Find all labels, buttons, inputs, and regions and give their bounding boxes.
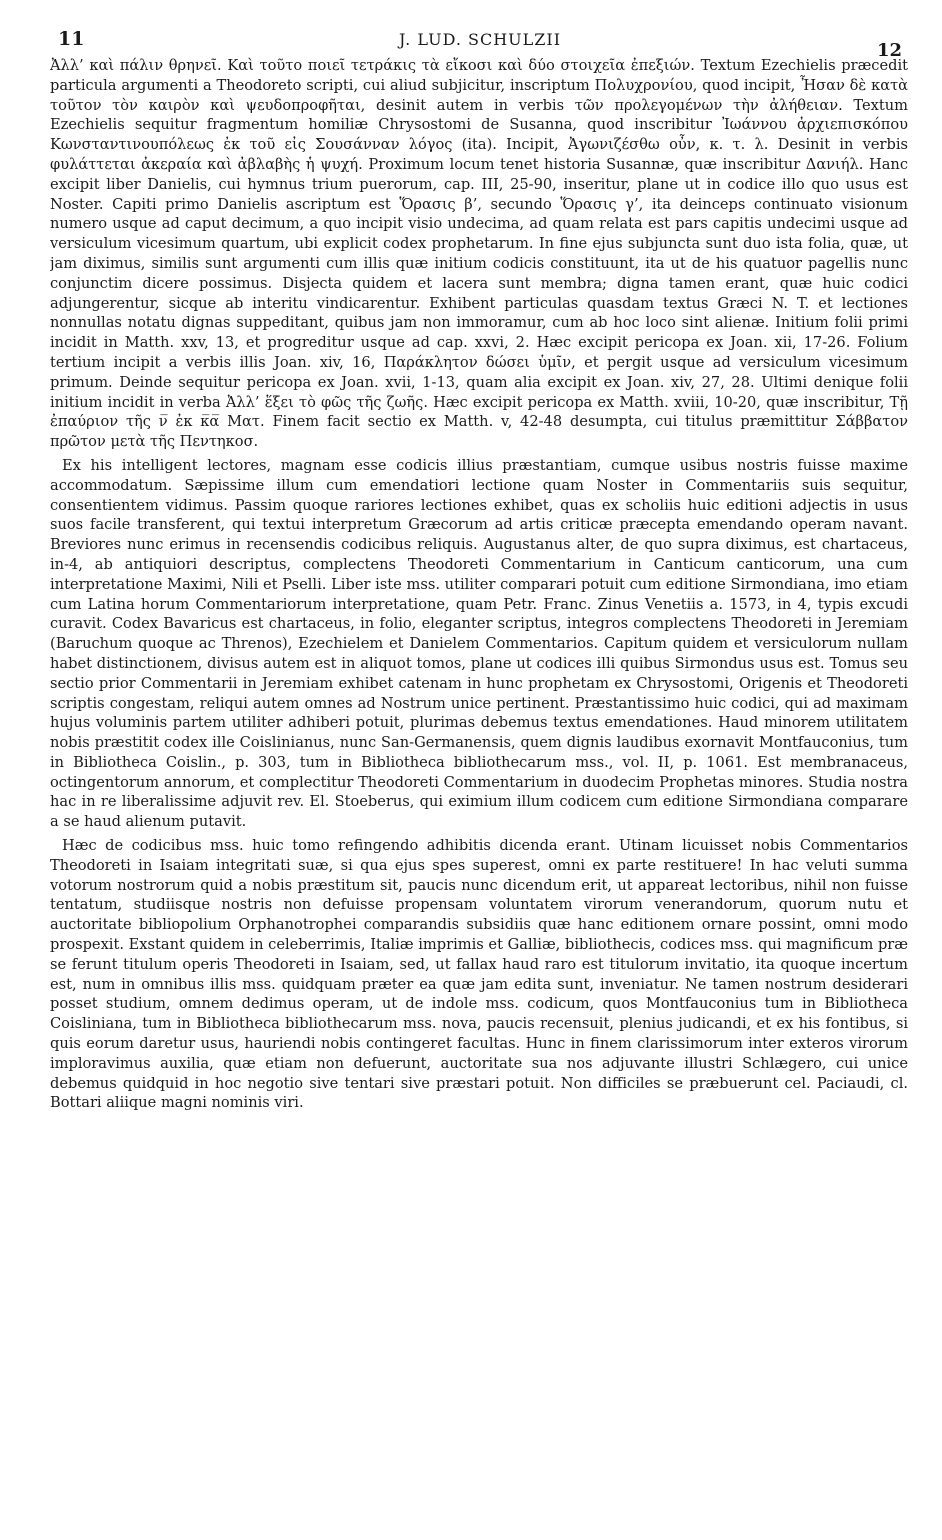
running-head: J. LUD. SCHULZII: [398, 30, 562, 49]
page-header: [58, 28, 902, 61]
page-number-right: 12: [876, 40, 902, 61]
body-text: [50, 56, 908, 1526]
page-number-left: 11: [58, 28, 85, 50]
paragraph-3: Hæc de codicibus mss. huic tomo refingendo adhibitis dicenda erant. Utinam licuisset nobis Commentarios Theodoreti in Isaiam integritati suæ, si qua ejus spes superest, omni ex parte restituere! In hac veluti summa votorum nostrorum quid a nobis præstitum sit, paucis nunc dicendum erit, ut appareat lectoribus, nihil non fuisse tentatum, studiisque nostris non defuisse propensam voluntatem virorum venerandorum, quorum nutu et auctoritate bibliopolium Orphanotrophei comparandis subsidiis quæ hanc editionem ornare possint, omni modo prospexit. Exstant quidem in celeberrimis, Italiæ imprimis et Galliæ, bibliothecis, codices mss. qui magnificum præ se ferunt titulum operis Theodoreti in Isaiam, sed, ut fallax haud raro est titulorum invitatio, ita quoque incertum est, num in omnibus illis mss. quidquam præter ea quæ jam edita sunt, inveniatur. Ne tamen nostrum desiderari posset studium, omnem dedimus operam, ut de indole mss. codicum, quos Montfauconius tum in Bibliotheca Coisliniana, tum in Bibliotheca bibliothecarum mss. nova, paucis recensuit, plenius judicandi, et ex his fontibus, si quis eorum daretur usus, hauriendi nobis contingeret facultas. Hunc in finem clarissimorum inter exteros virorum imploravimus auxilia, quæ etiam non defuerunt, auctoritate sua nos adjuvante illustri Schlægero, cui unice debemus quidquid in hoc negotio sive tentari sive præstari potuit. Non difficiles se præbuerunt cel. Paciaudi, cl. Bottari aliique magni nominis viri.: [50, 837, 908, 1112]
paragraph-2: Ex his intelligent lectores, magnam esse codicis illius præstantiam, cumque usibus nostris fuisse maxime accommodatum. Sæpissime illum cum emendatiori lectione quam Noster in Commentariis suis sequitur, consentientem vidimus. Passim quoque rariores lectiones exhibet, quas ex scholiis huic editioni adjectis in usus suos facile transferent, qui textui interpretum Græcorum ad artis criticæ præcepta emendando operam navant. Breviores nunc erimus in recensendis codicibus reliquis. Augustanus alter, de quo supra diximus, est chartaceus, in-4, ab antiquiori descriptus, complectens Theodoreti Commentarium in Canticum canticorum, una cum interpretatione Maximi, Nili et Pselli. Liber iste mss. utiliter comparari potuit cum editione Sirmondiana, imo etiam cum Latina horum Commentariorum interpretatione, quam Petr. Franc. Zinus Venetiis a. 1573, in 4, typis excudi curavit. Codex Bavaricus est chartaceus, in folio, eleganter scriptus, integros complectens Theodoreti in Jeremiam (Baruchum quoque ac Threnos), Ezechielem et Danielem Commentarios. Capitum quidem et versiculorum nullam habet distinctionem, divisus autem est in aliquot tomos, plane ut codices illi quibus Sirmondus usus est. Tomus seu sectio prior Commentarii in Jeremiam exhibet catenam in hunc prophetam ex Chrysostomi, Origenis et Theodoreti scriptis congestam, reliqui autem omnes ad Nostrum unice pertinent. Præstantissimo huic codici, qui ad maximam hujus voluminis partem utiliter adhiberi potuit, plurimas debemus textus emendationes. Haud minorem utilitatem nobis præstitit codex ille Coislinianus, nunc San-Germanensis, quem dignis laudibus exornavit Montfauconius, tum in Bibliotheca Coislin., p. 303, tum in Bibliotheca bibliothecarum mss., vol. II, p. 1061. Est membranaceus, octingentorum annorum, et complectitur Theodoreti Commentarium in duodecim Prophetas minores. Studia nostra hac in re liberalissime adjuvit rev. El. Stoeberus, qui eximium illum codicem cum editione Sirmondiana comparare a se haud alienum putavit.: [50, 456, 908, 831]
paragraph-1: Ἀλλ’ καὶ πάλιν θρηνεῖ. Καὶ τοῦτο ποιεῖ τετράκις τὰ εἴκοσι καὶ δύο στοιχεῖα ἐπεξιών. Textum Ezechielis præcedit particula argumenti a Theodoreto scripti, cui aliud subjicitur, inscriptum Πολυχρονίου, quod incipit, Ἦσαν δὲ κατὰ τοῦτον τὸν καιρὸν καὶ ψευδοπροφῆται, desinit autem in verbis τῶν προλεγομένων τὴν ἀλήθειαν. Textum Ezechielis sequitur fragmentum homiliæ Chrysostomi de Susanna, quod inscribitur Ἰωάννου ἀρχιεπισκόπου Κωνσταντινουπόλεως ἐκ τοῦ εἰς Σουσάνναν λόγος (ita). Incipit, Ἀγωνιζέσθω οὖν, κ. τ. λ. Desinit in verbis φυλάττεται ἀκεραία καὶ ἀβλαβὴς ἡ ψυχή. Proximum locum tenet historia Susannæ, quæ inscribitur Δανιήλ. Hanc excipit liber Danielis, cui hymnus trium puerorum, cap. III, 25-90, inseritur, plane ut in codice illo quo usus est Noster. Capiti primo Danielis ascriptum est Ὅρασις β’, secundo Ὅρασις γ’, ita deinceps continuato visionum numero usque ad caput decimum, a quo incipit visio undecima, ad quam relata est pars capitis undecimi usque ad versiculum vicesimum quartum, ubi explicit codex prophetarum. In fine ejus subjuncta sunt duo ista folia, quæ, ut jam diximus, similis sunt argumenti cum illis quæ initium codicis constituunt, ita ut de his quatuor pagellis nunc conjunctim dicere possimus. Disjecta quidem et lacera sunt membra; digna tamen erant, quæ huic codici adjungerentur, sicque ab interitu vindicarentur. Exhibent particulas quasdam textus Græci N. T. et lectiones nonnullas notatu dignas suppeditant, quibus jam non immoramur, cum ab hoc loco sint alienæ. Initium folii primi incidit in Matth. xxv, 13, et progreditur usque ad cap. xxvi, 2. Hæc excipit pericopa ex Joan. xii, 17-26. Folium tertium incipit a verbis illis Joan. xiv, 16, Παράκλητον δώσει ὑμῖν, et pergit usque ad versiculum vicesimum primum. Deinde sequitur pericopa ex Joan. xvii, 1-13, quam alia excipit ex Joan. xiv, 27, 28. Ultimi denique folii initium incidit in verba Ἀλλ’ ἕξει τὸ φῶς τῆς ζωῆς. Hæc excipit pericopa ex Matth. xviii, 10-20, quæ inscribitur, Τῇ ἐπαύριον τῆς ν̅ ἐκ κ̅α̅ Ματ. Finem facit sectio ex Matth. v, 42-48 desumpta, cui titulus præmittitur Σάββατον πρῶτον μετὰ τῆς Πεντηκοσ.: [50, 57, 908, 451]
